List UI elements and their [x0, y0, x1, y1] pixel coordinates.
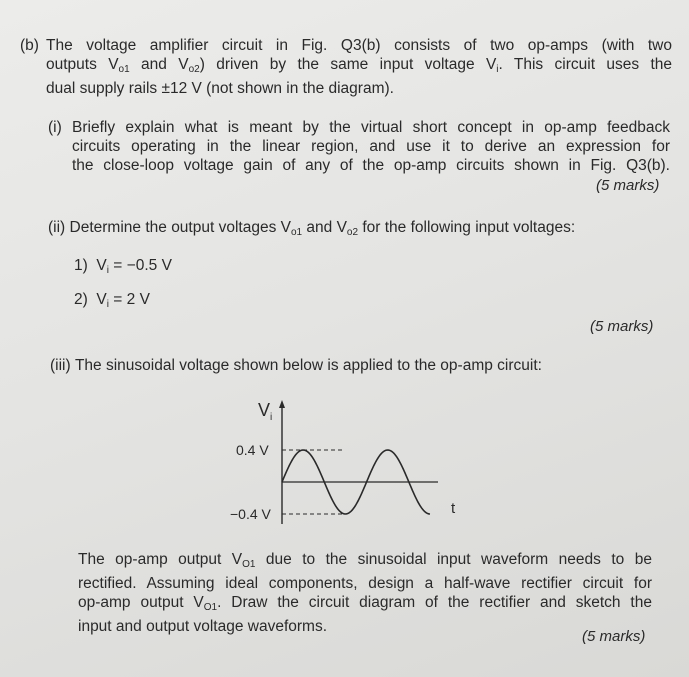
y-axis-label: V [258, 400, 271, 420]
question-ii-text: (ii) Determine the output voltages $V_{o1}$ and $V_{o2}$ for the following input voltages: [48, 219, 576, 238]
part-b-line-1: The voltage amplifier circuit in Fig. Q3(b) consists of two op-amps (with two [46, 37, 672, 54]
question-iii-line-1: The op-amp output $V_{O1}$ due to the sinusoidal input waveform needs to be [78, 551, 652, 570]
question-iii-text: (iii) The sinusoidal voltage shown below is applied to the op-amp circuit: [50, 357, 542, 374]
question-iii-paragraph [78, 550, 652, 636]
tick-label-pos: 0.4 V [236, 442, 269, 458]
y-axis-label-sub: i [270, 412, 273, 423]
question-iii-line-3: op-amp output $V_{O1}$. Draw the circuit diagram of the rectifier and sketch the [78, 594, 652, 613]
part-b-label: (b) [20, 37, 39, 54]
part-b-intro [46, 36, 672, 98]
tick-label-neg: −0.4 V [230, 506, 271, 522]
x-axis-label: t [451, 500, 456, 517]
question-ii-marks: (5 marks) [590, 318, 654, 335]
question-ii-item-2: 2) $V_i = 2$ V [74, 291, 150, 310]
question-iii-line-2: rectified. Assuming ideal components, design a half-wave rectifier circuit for [78, 575, 652, 592]
part-b-line-3: dual supply rails ±12 V (not shown in the diagram). [46, 80, 394, 97]
question-i-line-2: circuits operating in the linear region, and use it to derive an expression for [72, 138, 670, 155]
question-iii-marks: (5 marks) [582, 628, 646, 645]
sinusoid-chart [230, 392, 470, 532]
question-i-text [72, 118, 670, 175]
question-iii-line-4: input and output voltage waveforms. [78, 618, 328, 635]
question-i-label: (i) [48, 119, 62, 136]
part-b-line-2: outputs $V_{o1}$ and $V_{o2}$) driven by the same input voltage $V_i$. This circuit uses the [46, 56, 672, 75]
question-i-marks: (5 marks) [596, 177, 660, 194]
question-i-line-3: the close-loop voltage gain of any of the op-amp circuits shown in Fig. Q3(b). [72, 157, 670, 174]
question-ii-item-1: 1) $V_i = -0.5$ V [74, 257, 172, 276]
question-i-line-1: Briefly explain what is meant by the virtual short concept in op-amp feedback [72, 119, 670, 136]
y-axis-arrow [279, 400, 285, 408]
